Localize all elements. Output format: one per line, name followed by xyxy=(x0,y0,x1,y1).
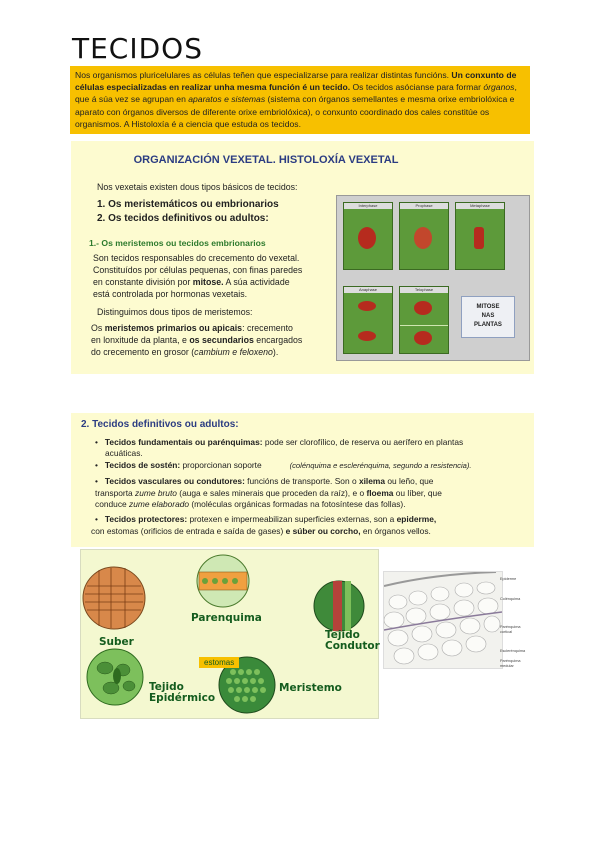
section-label: Esclerénquima xyxy=(500,649,526,653)
intro-organos: órganos xyxy=(483,82,515,93)
intro-text-bold: Un conxunto de células especializadas en realizar unha mesma función é un tecido. xyxy=(75,70,517,93)
vexetal-panel xyxy=(71,141,534,374)
meristem-secondary xyxy=(91,334,302,346)
meristem-para-2: Constituídos por células pequenas, con finas paredes xyxy=(93,265,303,275)
intro-box xyxy=(70,66,530,134)
phase-label: Telophase xyxy=(400,287,448,293)
vexetal-lead: Nos vexetais existen dous tipos básicos de tecidos: xyxy=(97,182,298,192)
label-line: Epidérmico xyxy=(149,692,216,704)
meristem-grosor xyxy=(91,346,278,358)
tissues-illustration xyxy=(80,549,379,719)
definitivos-panel xyxy=(71,413,534,547)
section-label: Epiderme xyxy=(500,577,517,581)
mitose-label-line: PLANTAS xyxy=(474,322,502,328)
section-label: Parénquima medular xyxy=(500,659,521,668)
bold: e súber ou corcho, xyxy=(285,526,361,536)
bullet-vasculares-2 xyxy=(95,488,442,499)
meristem-types: Distinguimos dous tipos de meristemos: xyxy=(97,307,253,317)
mitose-label xyxy=(461,296,515,338)
bold: Tecidos de sostén: xyxy=(104,460,181,470)
label-line: Tejido xyxy=(325,629,360,641)
label-suber: Suber xyxy=(99,636,134,648)
bold: Tecidos protectores: xyxy=(104,514,188,524)
stem-section-drawing xyxy=(384,572,502,668)
primary-bold: meristemos primarios ou apicais xyxy=(104,323,243,333)
intro-text-1: Nos organismos pluricelulares as células teñen que especializarse para realizar distintas funcións. xyxy=(75,70,452,80)
bold: Tecidos fundamentais ou parénquimas: xyxy=(104,437,263,447)
phase-label: Interphase xyxy=(344,203,392,209)
mitose-image xyxy=(336,195,530,361)
list-item-1: 1. Os meristemáticos ou embrionarios xyxy=(97,199,279,210)
meristem-para-1: Son tecidos responsables do crecemento do vexetal. xyxy=(93,253,300,263)
label-line: Condutor xyxy=(325,640,380,652)
italic: zume bruto xyxy=(135,488,177,498)
meristem-para-3 xyxy=(93,276,290,288)
intro-text-4: (sistema con órganos semellantes e mesma orixe embriolóxica e aparato con órganos diversos de diferente orixe embriolóxica), o conxunto coordinado dos cales constitúe os organismos. A Histoloxía é a ciencia que estuda os tecidos. xyxy=(75,94,515,129)
text: proporcionan soporte xyxy=(180,460,262,470)
cambium-italic: cambium e feloxeno xyxy=(194,347,273,357)
label-tejido-condutor xyxy=(325,630,380,652)
bullet-sosten: • Tecidos de sostén: proporcionan soporte (colénquima e esclerénquima, segundo a resistencia). xyxy=(95,460,472,470)
intro-text-2: Os tecidos asócianse para formar xyxy=(350,82,484,93)
section-label: Parénquima cortical xyxy=(500,625,521,634)
bullet-vasculares: • Tecidos vasculares ou condutores: funcións de transporte. Son o xilema ou leño, que xyxy=(95,476,434,486)
xilema: xilema xyxy=(358,476,386,486)
text: protexen e impermeabilizan superficies externas, son a xyxy=(187,514,397,524)
label-parenquima: Parenquima xyxy=(191,612,262,624)
list-item-2: 2. Os tecidos definitivos ou adultos: xyxy=(97,213,269,224)
text: ). xyxy=(272,347,279,357)
phase-label: Metaphase xyxy=(456,203,504,209)
meristem-subtitle: 1.- Os meristemos ou tecidos embrionarios xyxy=(89,238,266,248)
epiderme: epiderme, xyxy=(396,514,437,524)
text: encargados xyxy=(253,335,303,345)
bullet-fundamentais: • Tecidos fundamentais ou parénquimas: pode ser clorofílico, de reserva ou aerífero en plantas xyxy=(95,437,464,447)
text: pode ser clorofílico, de reserva ou aerífero en plantas xyxy=(262,437,464,447)
bullet-protectores: • Tecidos protectores: protexen e impermeabilizan superficies externas, son a epiderme, xyxy=(95,514,437,524)
floema: floema xyxy=(366,488,394,498)
text: Os xyxy=(91,323,105,333)
label-line: Tejido xyxy=(149,681,184,693)
text: funcións de transporte. Son o xyxy=(244,476,359,486)
cell-metaphase xyxy=(455,202,505,270)
cell-anaphase xyxy=(343,286,393,354)
bullet-fundamentais-2: acuáticas. xyxy=(105,448,143,458)
vexetal-title: ORGANIZACIÓN VEXETAL. HISTOLOXÍA VEXETAL xyxy=(133,154,399,166)
cell-telophase xyxy=(399,286,449,354)
page-title: TECIDOS xyxy=(72,32,203,65)
meristem-primary xyxy=(91,322,293,334)
text: ou leño, que xyxy=(385,476,434,486)
text: ou líber, que xyxy=(393,488,442,498)
bullet-vasculares-3 xyxy=(95,499,406,510)
label-meristemo: Meristemo xyxy=(279,682,342,694)
bullet-protectores-2 xyxy=(91,526,431,537)
bold: Tecidos vasculares ou condutores: xyxy=(104,476,245,486)
text: (moléculas orgánicas formadas na fotosíntese das follas). xyxy=(189,499,406,509)
mitose-label-line: MITOSE xyxy=(476,304,500,310)
stem-section-image xyxy=(383,571,503,669)
secondary-bold: os secundarios xyxy=(189,335,254,345)
text: conduce xyxy=(95,499,129,509)
text: en órganos vellos. xyxy=(360,526,431,536)
mitose-bold: mitose. xyxy=(192,277,224,287)
cell-prophase xyxy=(399,202,449,270)
text: (auga e sales minerais que proceden da raíz), e o xyxy=(176,488,367,498)
text: transporta xyxy=(95,488,136,498)
text: do crecemento en grosor ( xyxy=(91,347,195,357)
text: en lonxitude da planta, e xyxy=(91,335,190,345)
italic: zume elaborado xyxy=(129,499,190,509)
meristem-para-4: está controlada por hormonas vexetais. xyxy=(93,289,248,299)
text: A súa actividade xyxy=(223,277,290,287)
text: : crecemento xyxy=(242,323,293,333)
mitose-label-line: NAS xyxy=(481,313,495,319)
definitivos-title: 2. Tecidos definitivos ou adultos: xyxy=(81,419,239,430)
text: en constante división por xyxy=(93,277,193,287)
phase-label: Anaphase xyxy=(344,287,392,293)
label-estomas: estomas xyxy=(199,657,239,668)
text: con estomas (orificios de entrada e saída de gases) xyxy=(91,526,286,536)
intro-aparatos: aparatos e sistemas xyxy=(188,94,266,105)
phase-label: Prophase xyxy=(400,203,448,209)
section-label: Colénquima xyxy=(500,597,521,601)
label-tejido-epidermico xyxy=(149,682,215,704)
cell-interphase xyxy=(343,202,393,270)
intro-text-3: , que á súa vez se agrupan en xyxy=(75,82,517,105)
italic: (colénquima e esclerénquima, segundo a resistencia). xyxy=(289,461,472,470)
